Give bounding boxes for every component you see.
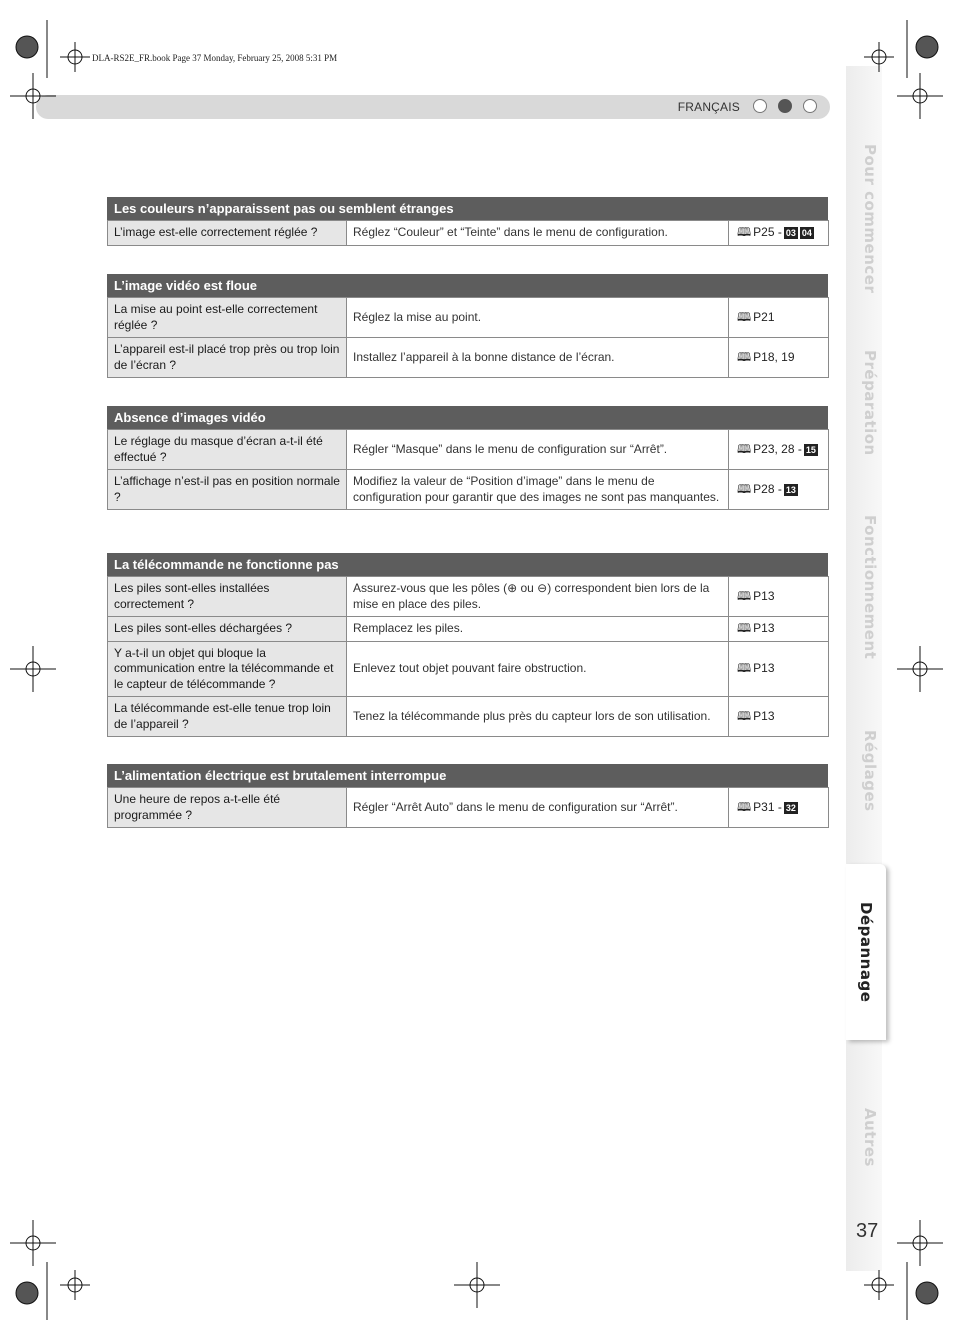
color-target-icon: [16, 36, 938, 1304]
menu-number-badge: 15: [805, 444, 816, 455]
language-label: FRANÇAIS: [677, 100, 740, 114]
registration-mark-icon: [10, 20, 943, 1320]
page-reference: P28 -: [753, 481, 782, 496]
menu-number-badge: 04: [801, 227, 812, 238]
question-cell: Y a-t-il un objet qui bloque la communication entre la télécommande et le capteur de télécommande ?: [108, 641, 347, 697]
book-icon: 🕮: [737, 621, 752, 635]
answer-cell: Régler “Arrêt Auto” dans le menu de configuration sur “Arrêt”.: [347, 788, 729, 828]
page-reference: P13: [753, 588, 775, 603]
chapter-tab-label: Dépannage: [857, 901, 875, 1003]
page-reference: P23, 28 -: [753, 441, 802, 456]
page-reference: P21: [753, 309, 775, 324]
section-title: L’image vidéo est floue: [107, 274, 828, 297]
answer-cell: Régler “Masque” dans le menu de configuration sur “Arrêt”.: [347, 430, 729, 470]
section-title: Absence d’images vidéo: [107, 406, 828, 429]
answer-cell: Installez l’appareil à la bonne distance de l’écran.: [347, 338, 729, 378]
question-cell: L’appareil est-il placé trop près ou trop loin de l’écran ?: [108, 338, 347, 378]
answer-cell: Tenez la télécommande plus près du capteur lors de son utilisation.: [347, 697, 729, 737]
page-reference: P25 -: [753, 225, 782, 239]
page-reference: P13: [753, 661, 775, 675]
menu-number-badge: 13: [785, 484, 796, 495]
book-icon: 🕮: [737, 225, 752, 239]
chapter-tab-label: Autres: [861, 1107, 879, 1167]
answer-cell: Enlevez tout objet pouvant faire obstruction.: [347, 641, 729, 697]
section-title: La télécommande ne fonctionne pas: [107, 553, 828, 576]
page-reference: P18, 19: [753, 349, 795, 364]
chapter-tab-label: Fonctionnement: [861, 514, 879, 660]
question-cell: Une heure de repos a-t-elle été programmée ?: [108, 788, 347, 828]
page-reference: P13: [753, 708, 775, 723]
chapter-tab-label: Préparation: [861, 350, 879, 456]
book-icon: 🕮: [737, 349, 752, 364]
section-title: L’alimentation électrique est brutalement interrompue: [107, 764, 828, 787]
page-number: 37: [856, 1220, 879, 1242]
book-icon: 🕮: [737, 799, 752, 814]
question-cell: L’affichage n’est-il pas en position normale ?: [108, 470, 347, 510]
book-icon: 🕮: [737, 661, 752, 675]
chapter-tab-label: Pour commencer: [861, 144, 879, 294]
file-header: DLA-RS2E_FR.book Page 37 Monday, February 25, 2008 5:31 PM: [92, 53, 338, 63]
menu-number-badge: 32: [785, 802, 796, 813]
question-cell: La mise au point est-elle correctement réglée ?: [108, 298, 347, 338]
question-cell: Les piles sont-elles déchargées ?: [108, 617, 347, 642]
chapter-tab-label: Réglages: [861, 730, 879, 812]
menu-number-badge: 03: [785, 227, 796, 238]
answer-cell: Réglez “Couleur” et “Teinte” dans le menu de configuration.: [347, 221, 729, 246]
question-cell: Les piles sont-elles installées correctement ?: [108, 577, 347, 617]
book-icon: 🕮: [737, 441, 752, 456]
question-cell: Le réglage du masque d’écran a-t-il été effectué ?: [108, 430, 347, 470]
answer-cell: Assurez-vous que les pôles (⊕ ou ⊖) correspondent bien lors de la mise en place des piles.: [347, 577, 729, 617]
question-cell: L’image est-elle correctement réglée ?: [108, 221, 347, 246]
page-reference: P31 -: [753, 799, 782, 814]
book-icon: 🕮: [737, 481, 752, 496]
book-icon: 🕮: [737, 588, 752, 603]
page-reference: P13: [753, 621, 775, 635]
answer-cell: Remplacez les piles.: [347, 617, 729, 642]
question-cell: La télécommande est-elle tenue trop loin de l’appareil ?: [108, 697, 347, 737]
book-icon: 🕮: [737, 309, 752, 324]
answer-cell: Réglez la mise au point.: [347, 298, 729, 338]
book-icon: 🕮: [737, 708, 752, 723]
answer-cell: Modifiez la valeur de “Position d’image” dans le menu de configuration pour garantir que des images ne sont pas manquantes.: [347, 470, 729, 510]
section-title: Les couleurs n’apparaissent pas ou semblent étranges: [107, 197, 828, 220]
